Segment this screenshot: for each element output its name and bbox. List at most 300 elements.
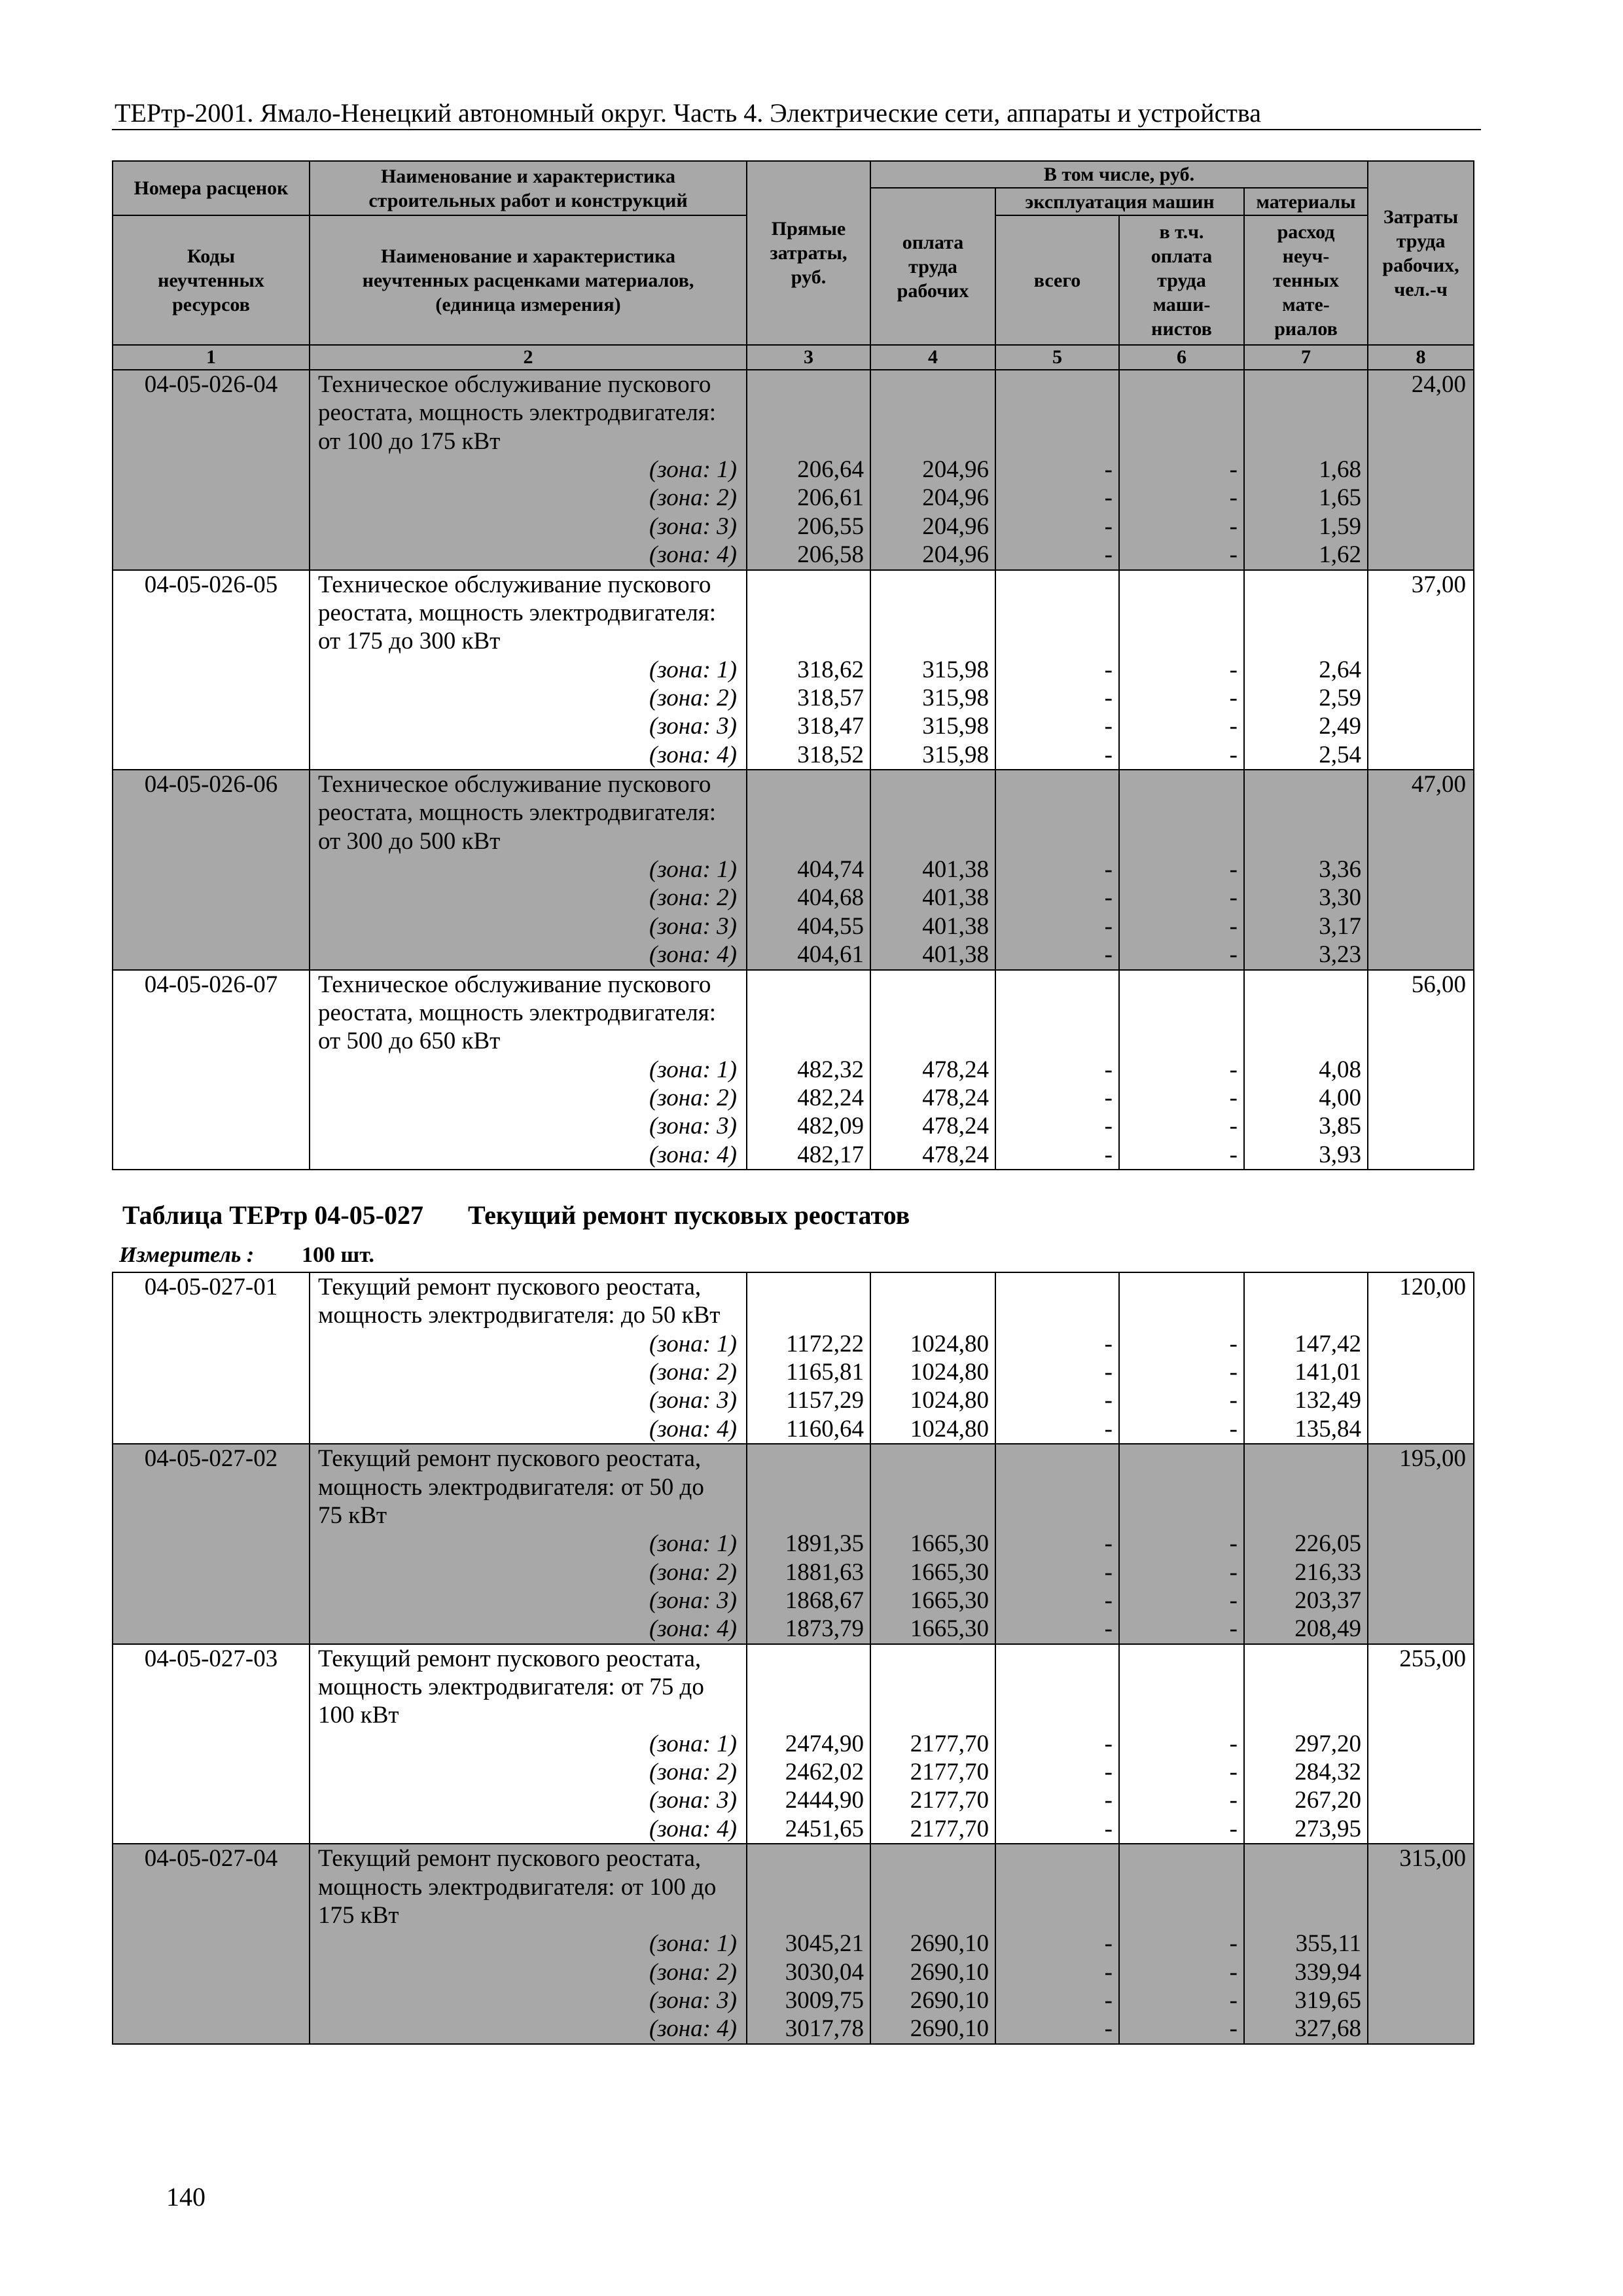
machinist-pay-value: -	[1229, 1113, 1238, 1140]
direct-costs-cell	[747, 770, 870, 970]
zone-label: (зона: 2)	[649, 1958, 737, 1986]
rate-title-line: 75 кВт	[318, 1501, 387, 1529]
machinist-pay-cell	[1119, 570, 1244, 770]
materials-value: 3,93	[1319, 1141, 1362, 1168]
machines-total-value: -	[1104, 1986, 1113, 2014]
machinist-pay-cell	[1119, 370, 1244, 570]
zone-label: (зона: 2)	[649, 1359, 737, 1386]
cell-content	[996, 971, 1118, 1170]
cell-content	[113, 370, 309, 569]
rates-table-026	[112, 160, 1474, 1170]
rate-description-cell	[310, 570, 747, 770]
cell-content	[871, 770, 995, 969]
cell-content	[310, 1444, 746, 1643]
cell-content	[1368, 1273, 1473, 1443]
cell-content	[871, 571, 995, 770]
direct-costs-value: 3045,21	[785, 1930, 864, 1958]
labor-hours-value: 56,00	[1411, 971, 1467, 998]
materials-value: 216,33	[1294, 1558, 1361, 1586]
cell-content	[113, 1844, 309, 2043]
zone-label: (зона: 2)	[649, 1759, 737, 1786]
zone-label: (зона: 2)	[649, 484, 737, 512]
rate-description-cell	[310, 370, 747, 570]
machines-total-value: -	[1104, 912, 1113, 940]
table-body	[113, 370, 1474, 1170]
cell-content	[747, 1844, 870, 2043]
cell-content	[1120, 1645, 1243, 1844]
direct-costs-value: 482,32	[797, 1056, 864, 1083]
labor-hours-cell	[1368, 1272, 1474, 1444]
cell-content	[996, 571, 1118, 770]
zone-label: (зона: 4)	[649, 941, 737, 969]
labor-pay-value: 2690,10	[910, 1986, 989, 2014]
machinist-pay-value: -	[1229, 713, 1238, 740]
unit-label: Измеритель :	[119, 1243, 255, 1267]
cell-content	[113, 571, 309, 770]
machinist-pay-value: -	[1229, 912, 1238, 940]
labor-pay-value: 204,96	[922, 456, 989, 484]
machinist-pay-value: -	[1229, 1056, 1238, 1083]
header-row	[113, 161, 1474, 188]
cell-content	[871, 1273, 995, 1443]
materials-value: 135,84	[1294, 1415, 1361, 1443]
machines-total-value: -	[1104, 2015, 1113, 2043]
cell-content	[871, 1444, 995, 1643]
rates-table-027	[112, 1272, 1474, 2045]
machinist-pay-value: -	[1229, 484, 1238, 512]
labor-pay-value: 204,96	[922, 512, 989, 540]
rate-title-line: Техническое обслуживание пускового	[318, 771, 711, 798]
machines-total-cell	[995, 370, 1119, 570]
direct-costs-cell	[747, 1644, 870, 1844]
cell-content	[113, 1645, 309, 1844]
column-number: 2	[310, 345, 747, 370]
machines-total-cell	[995, 570, 1119, 770]
rate-code: 04-05-026-07	[144, 971, 278, 998]
machines-total-value: -	[1104, 713, 1113, 740]
materials-cell	[1244, 770, 1368, 970]
labor-hours-cell	[1368, 570, 1474, 770]
materials-value: 2,64	[1319, 656, 1362, 683]
machinist-pay-value: -	[1229, 1387, 1238, 1414]
direct-costs-value: 2451,65	[785, 1815, 864, 1842]
labor-hours-cell	[1368, 1844, 1474, 2044]
direct-costs-header: Прямые затраты, руб.	[747, 161, 870, 345]
zone-label: (зона: 2)	[649, 1558, 737, 1586]
rate-title-line: Техническое обслуживание пускового	[318, 371, 711, 398]
materials-cell	[1244, 1644, 1368, 1844]
labor-pay-value: 315,98	[922, 741, 989, 768]
machinist-pay-value: -	[1229, 1415, 1238, 1443]
labor-pay-cell	[870, 1272, 995, 1444]
machinist-pay-value: -	[1229, 1958, 1238, 1986]
zone-label: (зона: 1)	[649, 1530, 737, 1558]
labor-pay-cell	[870, 370, 995, 570]
direct-costs-value: 482,17	[797, 1141, 864, 1168]
cell-content	[1120, 971, 1243, 1170]
labor-pay-value: 315,98	[922, 656, 989, 683]
rate-title-line: 175 кВт	[318, 1901, 399, 1929]
rate-code: 04-05-027-02	[144, 1445, 278, 1473]
machinist-pay-value: -	[1229, 1558, 1238, 1586]
cell-content	[996, 1273, 1118, 1443]
cell-content	[310, 571, 746, 770]
direct-costs-value: 206,58	[797, 541, 864, 569]
materials-value: 4,00	[1319, 1084, 1362, 1111]
cell-content	[1245, 1844, 1367, 2043]
rate-code-cell	[113, 1844, 310, 2044]
rate-title-line: Текущий ремонт пускового реостата,	[318, 1445, 702, 1473]
rate-description-cell	[310, 1644, 747, 1844]
zone-label: (зона: 4)	[649, 1141, 737, 1168]
labor-pay-value: 401,38	[922, 941, 989, 969]
rate-code: 04-05-027-01	[144, 1274, 278, 1300]
rate-description-cell	[310, 1272, 747, 1444]
rate-code-cell	[113, 370, 310, 570]
zone-label: (зона: 1)	[649, 1930, 737, 1958]
machinist-pay-value: -	[1229, 1141, 1238, 1168]
machines-total-value: -	[1104, 1787, 1113, 1814]
machines-total-cell	[995, 1444, 1119, 1644]
machinist-pay-value: -	[1229, 684, 1238, 711]
rate-code-cell	[113, 770, 310, 970]
rate-title-line: мощность электродвигателя: от 75 до	[318, 1674, 704, 1701]
direct-costs-value: 2462,02	[785, 1759, 864, 1786]
labor-pay-value: 478,24	[922, 1084, 989, 1111]
rate-code-cell	[113, 1444, 310, 1644]
rate-description-cell	[310, 770, 747, 970]
labor-pay-header: оплата труда рабочих	[870, 188, 995, 345]
machines-total-value: -	[1104, 1530, 1113, 1558]
zone-label: (зона: 2)	[649, 1084, 737, 1111]
labor-pay-value: 315,98	[922, 684, 989, 711]
cell-content	[310, 1844, 746, 2043]
direct-costs-value: 318,47	[797, 713, 864, 740]
rate-title-line: от 300 до 500 кВт	[318, 827, 501, 855]
cell-content	[747, 571, 870, 770]
including-header: В том числе, руб.	[870, 161, 1368, 188]
direct-costs-value: 206,64	[797, 456, 864, 484]
labor-pay-value: 478,24	[922, 1056, 989, 1083]
cell-content	[1120, 1844, 1243, 2043]
cell-content	[113, 1444, 309, 1643]
machines-total-value: -	[1104, 456, 1113, 484]
column-number: 7	[1244, 345, 1368, 370]
column-number: 5	[995, 345, 1119, 370]
labor-pay-value: 315,98	[922, 713, 989, 740]
header-rule	[112, 129, 1481, 130]
labor-hours-value: 120,00	[1399, 1274, 1466, 1300]
materials-cell	[1244, 1444, 1368, 1644]
table-header	[113, 161, 1474, 370]
cell-content	[310, 1273, 746, 1443]
direct-costs-value: 2444,90	[785, 1787, 864, 1814]
cell-content	[747, 1273, 870, 1443]
machinist-pay-cell	[1119, 1272, 1244, 1444]
zone-label: (зона: 4)	[649, 2015, 737, 2043]
cell-content	[747, 1645, 870, 1844]
cell-content	[310, 370, 746, 569]
cell-content	[871, 370, 995, 569]
rate-title-line: от 100 до 175 кВт	[318, 427, 501, 455]
machinist-pay-value: -	[1229, 1615, 1238, 1643]
labor-pay-value: 2690,10	[910, 1930, 989, 1958]
machines-total-cell	[995, 970, 1119, 1170]
labor-pay-value: 478,24	[922, 1113, 989, 1140]
rate-row	[113, 770, 1474, 970]
materials-cell	[1244, 1272, 1368, 1444]
cell-content	[1245, 1444, 1367, 1643]
column-number: 6	[1119, 345, 1244, 370]
column-number: 3	[747, 345, 870, 370]
machinist-pay-value: -	[1229, 656, 1238, 683]
direct-costs-cell	[747, 970, 870, 1170]
direct-costs-cell	[747, 1272, 870, 1444]
labor-pay-value: 204,96	[922, 541, 989, 569]
machines-total-value: -	[1104, 484, 1113, 512]
direct-costs-value: 3009,75	[785, 1986, 864, 2014]
rate-code-cell	[113, 1272, 310, 1444]
labor-pay-value: 2690,10	[910, 2015, 989, 2043]
machinist-pay-value: -	[1229, 1359, 1238, 1386]
rate-title-line: Техническое обслуживание пускового	[318, 971, 711, 998]
machinist-pay-value: -	[1229, 512, 1238, 540]
cell-content	[1245, 370, 1367, 569]
zone-label: (зона: 1)	[649, 656, 737, 683]
machines-total-value: -	[1104, 656, 1113, 683]
materials-value: 319,65	[1294, 1986, 1361, 2014]
labor-pay-value: 401,38	[922, 884, 989, 912]
rate-title-line: от 500 до 650 кВт	[318, 1028, 501, 1055]
cell-content	[113, 770, 309, 969]
direct-costs-value: 482,24	[797, 1084, 864, 1111]
machinist-pay-value: -	[1229, 884, 1238, 912]
zone-label: (зона: 1)	[649, 1056, 737, 1083]
materials-value: 284,32	[1294, 1759, 1361, 1786]
materials-value: 1,59	[1319, 512, 1362, 540]
machinist-pay-value: -	[1229, 1530, 1238, 1558]
cell-content	[1120, 1273, 1243, 1443]
cell-content	[996, 1645, 1118, 1844]
cell-content	[1120, 1444, 1243, 1643]
labor-pay-cell	[870, 1844, 995, 2044]
rate-title-line: реостата, мощность электродвигателя:	[318, 799, 716, 827]
machinist-pay-header: в т.ч. оплата труда маши- нистов	[1119, 215, 1244, 345]
table-caption-label: Таблица ТЕРтр 04-05-027	[122, 1200, 424, 1230]
material-consumption-header: расход неуч- тенных мате- риалов	[1244, 215, 1368, 345]
labor-pay-cell	[870, 970, 995, 1170]
zone-label: (зона: 1)	[649, 1730, 737, 1757]
cell-content	[1245, 770, 1367, 969]
cell-content	[310, 971, 746, 1170]
materials-value: 4,08	[1319, 1056, 1362, 1083]
cell-content	[747, 971, 870, 1170]
machinist-pay-value: -	[1229, 1986, 1238, 2014]
labor-hours-cell	[1368, 370, 1474, 570]
machines-total-cell	[995, 1844, 1119, 2044]
rate-code-cell	[113, 1644, 310, 1844]
cell-content	[747, 770, 870, 969]
column-numbers-row	[113, 345, 1474, 370]
labor-pay-value: 401,38	[922, 912, 989, 940]
direct-costs-value: 1160,64	[786, 1415, 864, 1443]
cell-content	[1368, 971, 1473, 1170]
column-number: 8	[1368, 345, 1474, 370]
materials-cell	[1244, 370, 1368, 570]
machines-total-value: -	[1104, 741, 1113, 768]
direct-costs-value: 1172,22	[786, 1330, 864, 1357]
labor-hours-value: 24,00	[1411, 371, 1467, 398]
machines-total-value: -	[1104, 1958, 1113, 1986]
rate-description-cell	[310, 1444, 747, 1644]
machines-total-value: -	[1104, 1141, 1113, 1168]
materials-header: материалы	[1244, 188, 1368, 215]
machinist-pay-value: -	[1229, 541, 1238, 569]
machines-total-value: -	[1104, 1387, 1113, 1414]
direct-costs-value: 3017,78	[785, 2015, 864, 2043]
cell-content	[1245, 1273, 1367, 1443]
rate-row	[113, 1444, 1474, 1644]
machine-operation-header: эксплуатация машин	[995, 188, 1244, 215]
resource-codes-header: Коды неучтенных ресурсов	[113, 215, 310, 345]
direct-costs-value: 1891,35	[785, 1530, 864, 1558]
labor-pay-value: 1665,30	[910, 1530, 989, 1558]
zone-label: (зона: 4)	[649, 1415, 737, 1443]
materials-value: 355,11	[1295, 1930, 1361, 1958]
labor-pay-value: 1024,80	[910, 1359, 989, 1386]
cell-content	[996, 1444, 1118, 1643]
materials-value: 1,65	[1319, 484, 1362, 512]
unit-value: 100 шт.	[302, 1243, 374, 1267]
materials-value: 3,23	[1319, 941, 1362, 969]
materials-value: 2,54	[1319, 741, 1362, 768]
rate-row	[113, 970, 1474, 1170]
running-header: ТЕРтр-2001. Ямало-Ненецкий автономный округ. Часть 4. Электрические сети, аппараты и устройства	[115, 98, 1261, 128]
cell-content	[1368, 1844, 1473, 2043]
machinist-pay-value: -	[1229, 1587, 1238, 1614]
zone-label: (зона: 3)	[649, 1113, 737, 1140]
rate-code-cell	[113, 970, 310, 1170]
cell-content	[310, 770, 746, 969]
cell-content	[1245, 571, 1367, 770]
rate-title-line: от 175 до 300 кВт	[318, 628, 501, 655]
zone-label: (зона: 3)	[649, 1986, 737, 2014]
rate-title-line: мощность электродвигателя: от 100 до	[318, 1873, 717, 1901]
direct-costs-cell	[747, 1444, 870, 1644]
labor-pay-value: 1024,80	[910, 1415, 989, 1443]
materials-value: 1,62	[1319, 541, 1362, 569]
materials-value: 203,37	[1294, 1587, 1361, 1614]
labor-pay-value: 1024,80	[910, 1330, 989, 1357]
cell-content	[1368, 1444, 1473, 1643]
cell-content	[1368, 370, 1473, 569]
zone-label: (зона: 4)	[649, 1815, 737, 1842]
cell-content	[871, 1844, 995, 2043]
column-number: 4	[870, 345, 995, 370]
labor-pay-value: 2177,70	[910, 1759, 989, 1786]
material-name-header: Наименование и характеристика неучтенных расценками материалов, (единица измерения)	[310, 215, 747, 345]
zone-label: (зона: 2)	[649, 884, 737, 912]
machines-total-value: -	[1104, 1359, 1113, 1386]
materials-value: 297,20	[1294, 1730, 1361, 1757]
rate-code: 04-05-026-04	[144, 371, 278, 398]
labor-hours-cell	[1368, 1644, 1474, 1844]
direct-costs-value: 318,52	[797, 741, 864, 768]
materials-value: 327,68	[1294, 2015, 1361, 2043]
materials-value: 208,49	[1294, 1615, 1361, 1643]
labor-pay-value: 2177,70	[910, 1787, 989, 1814]
materials-cell	[1244, 970, 1368, 1170]
direct-costs-value: 404,68	[797, 884, 864, 912]
machines-total-value: -	[1104, 1415, 1113, 1443]
machines-total-cell	[995, 1272, 1119, 1444]
machines-total-value: -	[1104, 1558, 1113, 1586]
labor-pay-cell	[870, 1644, 995, 1844]
cell-content	[1245, 1645, 1367, 1844]
zone-label: (зона: 1)	[649, 1330, 737, 1357]
cell-content	[1368, 571, 1473, 770]
machinist-pay-cell	[1119, 1844, 1244, 2044]
machines-total-value: -	[1104, 1930, 1113, 1958]
materials-value: 3,36	[1319, 856, 1362, 884]
machinist-pay-value: -	[1229, 1759, 1238, 1786]
labor-pay-value: 2177,70	[910, 1815, 989, 1842]
machines-total-value: -	[1104, 1330, 1113, 1357]
table-body	[113, 1272, 1474, 2044]
zone-label: (зона: 3)	[649, 1587, 737, 1614]
cell-content	[310, 1645, 746, 1844]
zone-label: (зона: 4)	[649, 741, 737, 768]
materials-value: 141,01	[1294, 1359, 1361, 1386]
machinist-pay-cell	[1119, 970, 1244, 1170]
machinist-pay-value: -	[1229, 856, 1238, 884]
machinist-pay-cell	[1119, 1644, 1244, 1844]
machinist-pay-value: -	[1229, 741, 1238, 768]
labor-pay-value: 204,96	[922, 484, 989, 512]
rate-description-cell	[310, 1844, 747, 2044]
rate-title-line: мощность электродвигателя: от 50 до	[318, 1473, 704, 1501]
rate-title-line: Текущий ремонт пускового реостата,	[318, 1274, 702, 1300]
cell-content	[1120, 770, 1243, 969]
machines-total-header: всего	[995, 215, 1119, 345]
machinist-pay-cell	[1119, 770, 1244, 970]
materials-value: 132,49	[1294, 1387, 1361, 1414]
labor-hours-value: 47,00	[1411, 771, 1467, 798]
direct-costs-value: 1868,67	[785, 1587, 864, 1614]
machines-total-value: -	[1104, 512, 1113, 540]
machines-total-value: -	[1104, 1730, 1113, 1757]
machinist-pay-value: -	[1229, 1787, 1238, 1814]
labor-hours-value: 315,00	[1399, 1845, 1466, 1873]
rate-row	[113, 1844, 1474, 2044]
labor-hours-value: 195,00	[1399, 1445, 1466, 1473]
labor-pay-value: 1665,30	[910, 1587, 989, 1614]
machines-total-value: -	[1104, 1113, 1113, 1140]
direct-costs-cell	[747, 570, 870, 770]
rate-title-line: реостата, мощность электродвигателя:	[318, 399, 716, 427]
cell-content	[1120, 370, 1243, 569]
labor-hours-cell	[1368, 1444, 1474, 1644]
materials-value: 2,49	[1319, 713, 1362, 740]
labor-pay-cell	[870, 570, 995, 770]
machines-total-value: -	[1104, 1759, 1113, 1786]
direct-costs-cell	[747, 1844, 870, 2044]
machines-total-value: -	[1104, 1084, 1113, 1111]
direct-costs-value: 404,74	[797, 856, 864, 884]
zone-label: (зона: 3)	[649, 713, 737, 740]
cell-content	[1245, 971, 1367, 1170]
labor-pay-cell	[870, 770, 995, 970]
